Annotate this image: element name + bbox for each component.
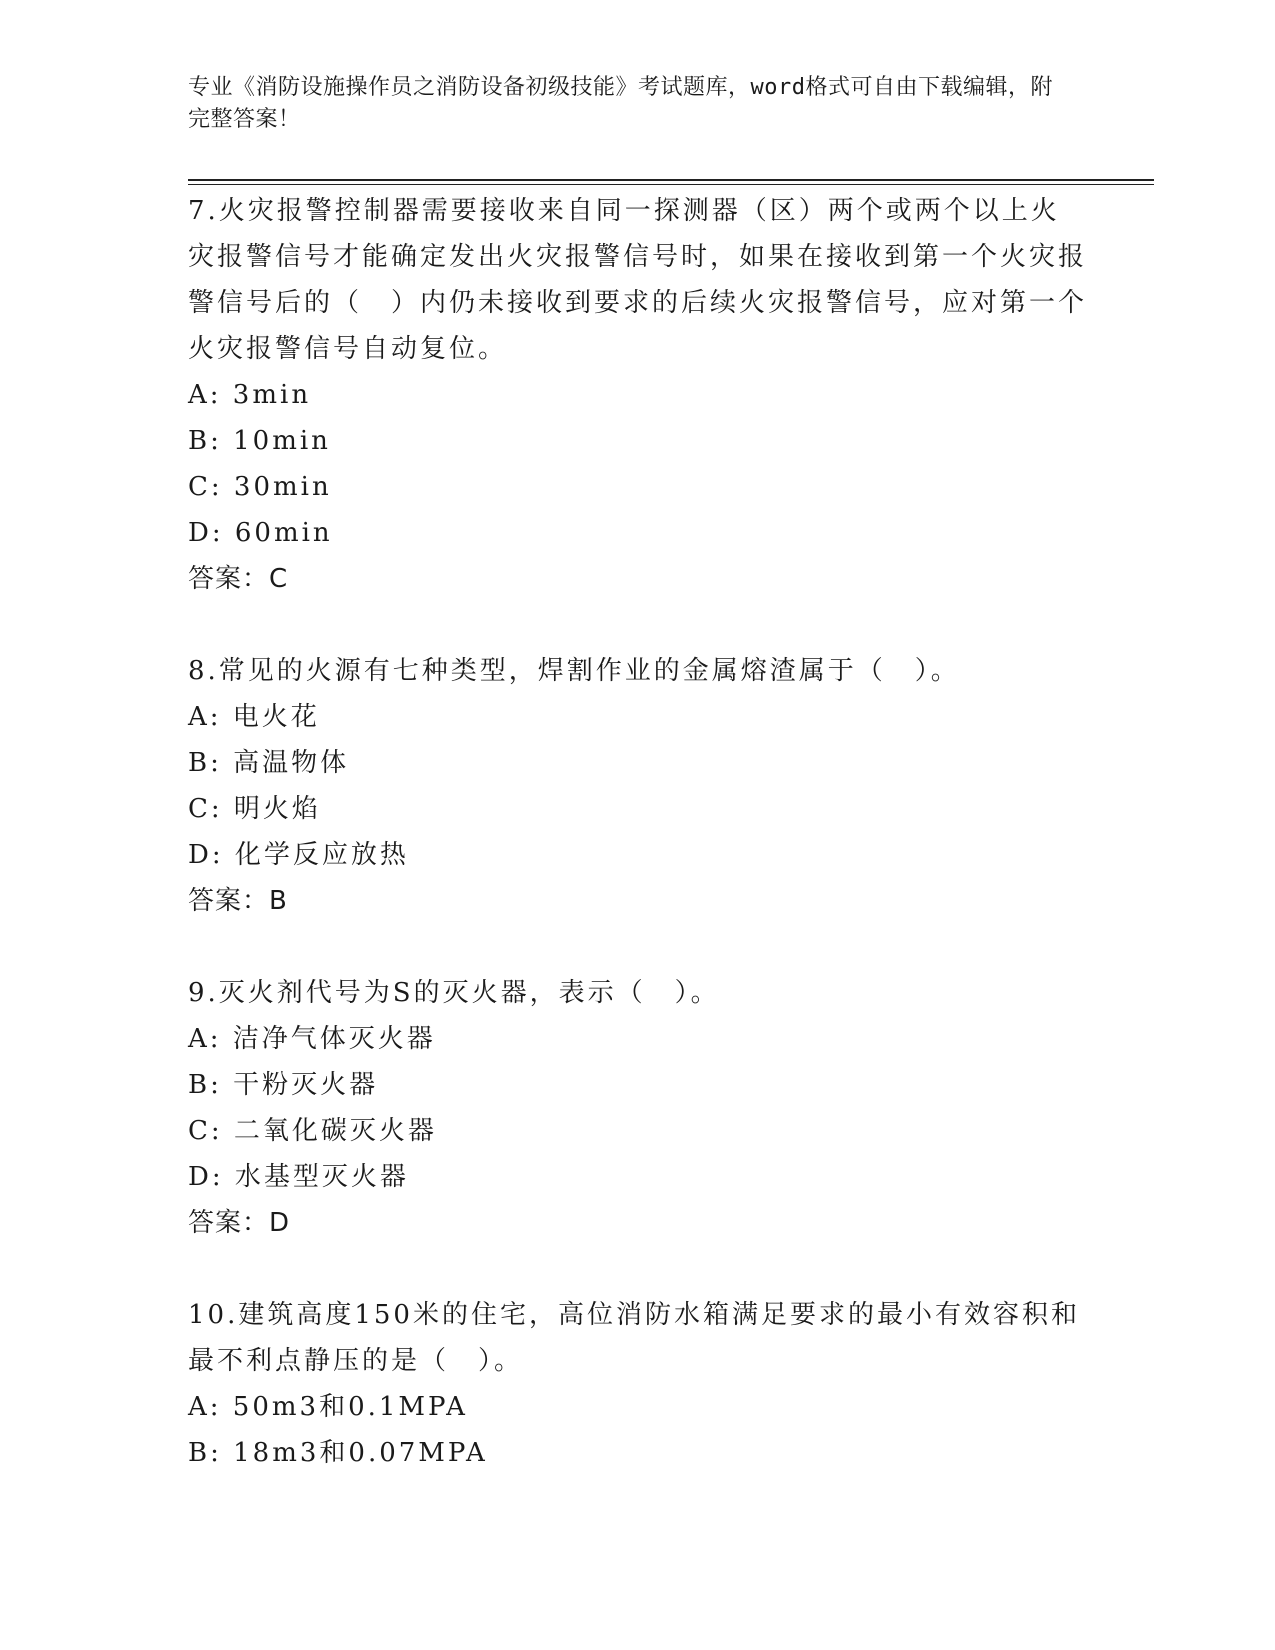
option-b: B: 高温物体 [188,748,350,778]
question-item [188,970,1088,1246]
answer-line: 答案：C [188,564,289,594]
option-a: A: 50m3和0.1MPA [188,1392,468,1422]
option-c: C: 30min [188,472,332,502]
option-d: D: 化学反应放热 [188,840,409,870]
option-b: B: 干粉灭火器 [188,1070,379,1100]
answer-line: 答案：D [188,1208,291,1238]
header-rule-thin [188,184,1154,185]
question-stem: 10.建筑高度150米的住宅，高位消防水箱满足要求的最小有效容积和最不利点静压的是（ ）。 [188,1300,1080,1376]
question-item [188,1292,1088,1476]
option-d: D: 水基型灭火器 [188,1162,409,1192]
document-header: 专业《消防设施操作员之消防设备初级技能》考试题库，word格式可自由下载编辑，附完整答案！ [188,75,1053,132]
option-a: A: 3min [188,380,312,410]
question-list [188,188,1088,1476]
question-stem: 9.灭火剂代号为S的灭火器，表示（ ）。 [188,978,720,1008]
question-item [188,648,1088,924]
option-d: D: 60min [188,518,333,548]
option-c: C: 二氧化碳灭火器 [188,1116,437,1146]
option-b: B: 10min [188,426,331,456]
header-rule-thick [188,179,1154,181]
option-a: A: 电火花 [188,702,320,732]
option-b: B: 18m3和0.07MPA [188,1438,488,1468]
answer-line: 答案：B [188,886,288,916]
question-stem: 7.火灾报警控制器需要接收来自同一探测器（区）两个或两个以上火灾报警信号才能确定发出火灾报警信号时，如果在接收到第一个火灾报警信号后的（ ）内仍未接收到要求的后续火灾报警信号，应对第一个火灾报警信号自动复位。 [188,196,1088,364]
question-stem: 8.常见的火源有七种类型，焊割作业的金属熔渣属于（ ）。 [188,656,960,686]
option-c: C: 明火焰 [188,794,321,824]
question-item [188,188,1088,602]
option-a: A: 洁净气体灭火器 [188,1024,436,1054]
